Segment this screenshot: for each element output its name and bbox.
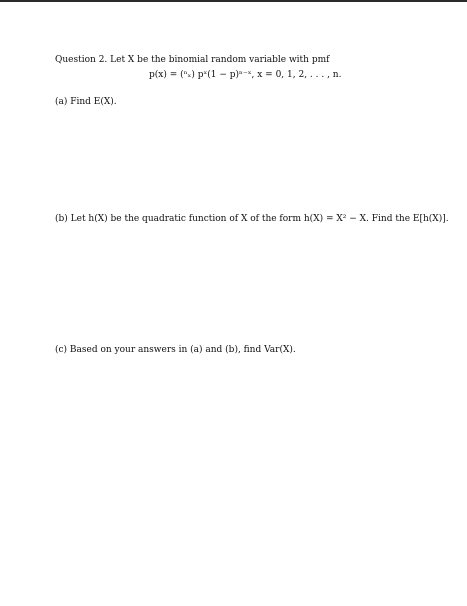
pmf-formula: p(x) = (ⁿₓ) pˣ(1 − p)ⁿ⁻ˣ, x = 0, 1, 2, . . . , n. [149,70,342,80]
part-c-question: (c) Based on your answers in (a) and (b), find Var(X). [55,345,296,355]
top-border-rule [0,0,467,2]
question-intro: Question 2. Let X be the binomial random variable with pmf [55,55,330,65]
part-b-question: (b) Let h(X) be the quadratic function of X of the form h(X) = X² − X. Find the E[h(X)]. [55,214,449,224]
part-a-question: (a) Find E(X). [55,97,117,107]
